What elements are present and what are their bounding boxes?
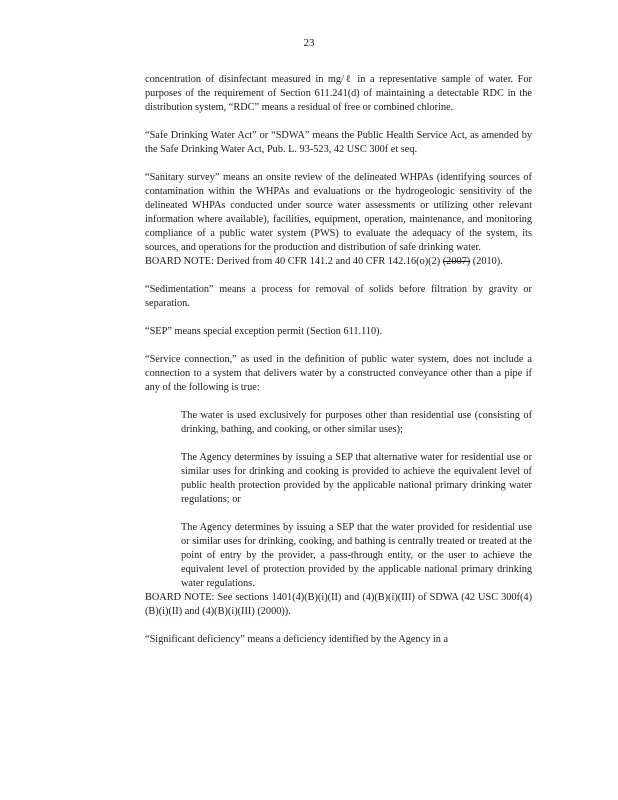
- rdc-definition-continued: concentration of disinfectant measured in mg/ℓ in a representative sample of water. For purposes of the requirement of Section 611.241(d) of maintaining a detectable RDC in the distribution system, “RDC” means a residual of free or combined chlorine.: [145, 74, 532, 113]
- service-connection-definition: “Service connection,” as used in the definition of public water system, does not include a connection to a system that delivers water by a constructed conveyance other than a pipe if any of the following is true:: [145, 354, 532, 393]
- sanitary-survey-definition: “Sanitary survey” means an onsite review of the delineated WHPAs (identifying sources of contamination within the WHPAs and evaluations or the hydrogeologic sensitivity of the delineated WHPAs conducted under source water assessments or utilizing other relevant information where available), facilities, equipment, operation, maintenance, and monitoring compliance of a public water system (PWS) to evaluate the adequacy of the system, its sources, and operations for the production and distribution of safe drinking water.: [145, 172, 532, 253]
- board-note-service-connection: BOARD NOTE: See sections 1401(4)(B)(i)(II) and (4)(B)(i)(III) of SDWA (42 USC 300f(4)(B)(i)(II) and (4)(B)(i)(III) (2000)).: [145, 592, 532, 617]
- struck-citation-year: (2007): [442, 256, 471, 267]
- significant-deficiency-definition: “Significant deficiency” means a deficiency identified by the Agency in a: [145, 634, 449, 645]
- page-number: 23: [303, 37, 315, 49]
- service-connection-item-2: The Agency determines by issuing a SEP that alternative water for residential use or similar uses for drinking and cooking is provided to achieve the equivalent level of public health protection provided by the applicable national primary drinking water regulations; or: [181, 452, 532, 505]
- sep-definition: “SEP” means special exception permit (Section 611.110).: [145, 326, 383, 337]
- service-connection-item-1: The water is used exclusively for purposes other than residential use (consisting of drinking, bathing, and cooking, or other similar uses);: [181, 410, 532, 435]
- board-note-text: BOARD NOTE: Derived from 40 CFR 141.2 and 40 CFR 142.16(o)(2): [145, 256, 441, 267]
- board-note-sanitary-survey: [145, 255, 532, 269]
- sdwa-definition: “Safe Drinking Water Act” or “SDWA” means the Public Health Service Act, as amended by the Safe Drinking Water Act, Pub. L. 93-523, 42 USC 300f et seq.: [145, 130, 532, 155]
- document-body: [145, 73, 532, 661]
- amended-citation-year: (2010).: [472, 256, 503, 267]
- sedimentation-definition: “Sedimentation” means a process for removal of solids before filtration by gravity or separation.: [145, 284, 532, 309]
- service-connection-item-3: The Agency determines by issuing a SEP that the water provided for residential use or similar uses for drinking, cooking, and bathing is centrally treated or treated at the point of entry by the provider, a pass-through entity, or the user to achieve the equivalent level of protection provided by the applicable national primary drinking water regulations.: [181, 522, 532, 589]
